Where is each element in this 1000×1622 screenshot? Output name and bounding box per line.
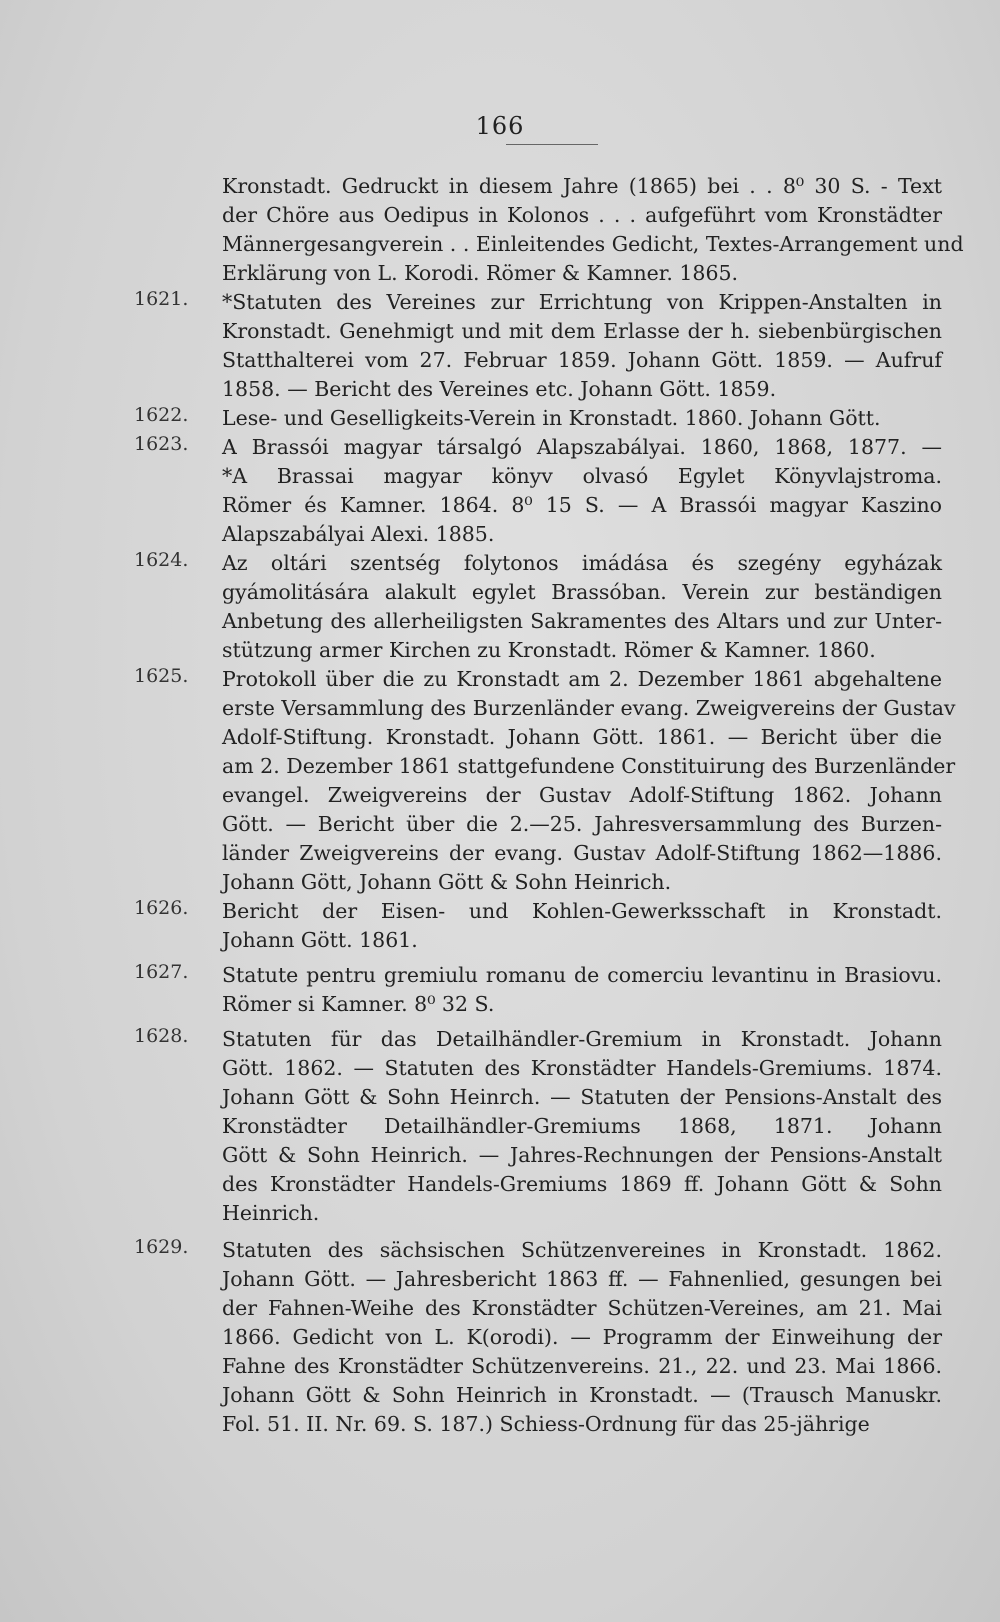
entry-line: Kronstadt. Gedruckt in diesem Jahre (1865) bei . . 8⁰ 30 S. - Text xyxy=(222,174,942,198)
entry-line: stützung armer Kirchen zu Kronstadt. Römer & Kamner. 1860. xyxy=(222,638,876,662)
catalog-entry xyxy=(0,1025,1000,1228)
entry-line: Anbetung des allerheiligsten Sakramentes des Altars und zur Unter- xyxy=(222,609,942,633)
entry-text xyxy=(222,1236,942,1439)
entry-line: Alapszabályai Alexi. 1885. xyxy=(222,522,495,546)
entry-line: Statuten des sächsischen Schützenvereines in Kronstadt. 1862. xyxy=(222,1238,942,1262)
catalog-entry xyxy=(0,288,1000,404)
catalog-entry xyxy=(0,961,1000,1019)
entry-line: Lese- und Geselligkeits-Verein in Kronstadt. 1860. Johann Gött. xyxy=(222,406,881,430)
catalog-entry xyxy=(0,172,1000,288)
entry-line: Johann Gött & Sohn Heinrich in Kronstadt. — (Trausch Manuskr. xyxy=(222,1383,942,1407)
entry-number: 1625. xyxy=(134,665,189,687)
entry-line: Fahne des Kronstädter Schützenvereins. 21., 22. und 23. Mai 1866. xyxy=(222,1354,942,1378)
entry-line: Johann Gött & Sohn Heinrch. — Statuten der Pensions-Anstalt des xyxy=(222,1085,942,1109)
entry-text xyxy=(222,897,942,955)
entry-text xyxy=(222,172,964,288)
entry-text xyxy=(222,433,942,549)
entry-line: 1866. Gedicht von L. K(orodi). — Programm der Einweihung der xyxy=(222,1325,942,1349)
entry-line: Heinrich. xyxy=(222,1201,320,1225)
entry-text xyxy=(222,549,942,665)
entry-line: Männergesangverein . . Einleitendes Gedicht, Textes-Arrangement und xyxy=(222,232,964,256)
entry-number: 1621. xyxy=(134,288,189,310)
entry-line: evangel. Zweigvereins der Gustav Adolf-Stiftung 1862. Johann xyxy=(222,783,942,807)
entry-text xyxy=(222,404,942,433)
entry-line: Kronstadt. Genehmigt und mit dem Erlasse der h. siebenbürgischen xyxy=(222,319,942,343)
entry-line: gyámolitására alakult egylet Brassóban. Verein zur beständigen xyxy=(222,580,942,604)
catalog-entry xyxy=(0,665,1000,897)
entry-line: Johann Gött, Johann Gött & Sohn Heinrich. xyxy=(222,870,672,894)
entry-line: Az oltári szentség folytonos imádása és szegény egyházak xyxy=(222,551,942,575)
entry-number: 1628. xyxy=(134,1025,189,1047)
entry-line: Statute pentru gremiulu romanu de comerciu levantinu in Brasiovu. xyxy=(222,963,942,987)
entry-line: Römer si Kamner. 8⁰ 32 S. xyxy=(222,992,495,1016)
entry-line: erste Versammlung des Burzenländer evang. Zweigvereins der Gustav xyxy=(222,696,956,720)
entry-number: 1622. xyxy=(134,404,189,426)
entry-line: Gött. — Bericht über die 2.—25. Jahresversammlung des Burzen- xyxy=(222,812,942,836)
entry-line: am 2. Dezember 1861 stattgefundene Constituirung des Burzenländer xyxy=(222,754,956,778)
entry-line: Erklärung von L. Korodi. Römer & Kamner. 1865. xyxy=(222,261,739,285)
catalog-entries xyxy=(0,172,1000,1439)
entry-number: 1624. xyxy=(134,549,189,571)
catalog-entry xyxy=(0,549,1000,665)
entry-number: 1623. xyxy=(134,433,189,455)
entry-text xyxy=(222,1025,942,1228)
entry-line: *A Brassai magyar könyv olvasó Egylet Könyvlajstroma. xyxy=(222,464,942,488)
catalog-entry xyxy=(0,1236,1000,1439)
entry-line: Johann Gött. — Jahresbericht 1863 ff. — Fahnenlied, gesungen bei xyxy=(222,1267,942,1291)
entry-line: des Kronstädter Handels-Gremiums 1869 ff. Johann Gött & Sohn xyxy=(222,1172,942,1196)
entry-text xyxy=(222,665,956,897)
catalog-entry xyxy=(0,897,1000,955)
entry-line: Johann Gött. 1861. xyxy=(222,928,418,952)
entry-line: Römer és Kamner. 1864. 8⁰ 15 S. — A Brassói magyar Kaszino xyxy=(222,493,942,517)
entry-line: *Statuten des Vereines zur Errichtung von Krippen-Anstalten in xyxy=(222,290,942,314)
entry-line: der Fahnen-Weihe des Kronstädter Schützen-Vereines, am 21. Mai xyxy=(222,1296,942,1320)
entry-line: Statthalterei vom 27. Februar 1859. Johann Gött. 1859. — Aufruf xyxy=(222,348,942,372)
catalog-entry xyxy=(0,404,1000,433)
entry-line: der Chöre aus Oedipus in Kolonos . . . aufgeführt vom Kronstädter xyxy=(222,203,942,227)
entry-line: Adolf-Stiftung. Kronstadt. Johann Gött. 1861. — Bericht über die xyxy=(222,725,942,749)
entry-text xyxy=(222,961,942,1019)
entry-line: Statuten für das Detailhändler-Gremium in Kronstadt. Johann xyxy=(222,1027,942,1051)
entry-number: 1627. xyxy=(134,961,189,983)
entry-line: Gött. 1862. — Statuten des Kronstädter Handels-Gremiums. 1874. xyxy=(222,1056,942,1080)
catalog-entry xyxy=(0,433,1000,549)
entry-line: A Brassói magyar társalgó Alapszabályai. 1860, 1868, 1877. — xyxy=(222,435,942,459)
entry-line: länder Zweigvereins der evang. Gustav Adolf-Stiftung 1862—1886. xyxy=(222,841,942,865)
entry-line: Protokoll über die zu Kronstadt am 2. Dezember 1861 abgehaltene xyxy=(222,667,942,691)
entry-number: 1626. xyxy=(134,897,189,919)
entry-line: Kronstädter Detailhändler-Gremiums 1868, 1871. Johann xyxy=(222,1114,942,1138)
entry-line: Gött & Sohn Heinrich. — Jahres-Rechnungen der Pensions-Anstalt xyxy=(222,1143,942,1167)
entry-number: 1629. xyxy=(134,1236,189,1258)
page-number: 166 xyxy=(475,112,525,140)
entry-line: Fol. 51. II. Nr. 69. S. 187.) Schiess-Ordnung für das 25-jährige xyxy=(222,1412,870,1436)
entry-line: Bericht der Eisen- und Kohlen-Gewerksschaft in Kronstadt. xyxy=(222,899,942,923)
entry-line: 1858. — Bericht des Vereines etc. Johann Gött. 1859. xyxy=(222,377,777,401)
entry-text xyxy=(222,288,942,404)
page-number-rule xyxy=(506,144,598,145)
